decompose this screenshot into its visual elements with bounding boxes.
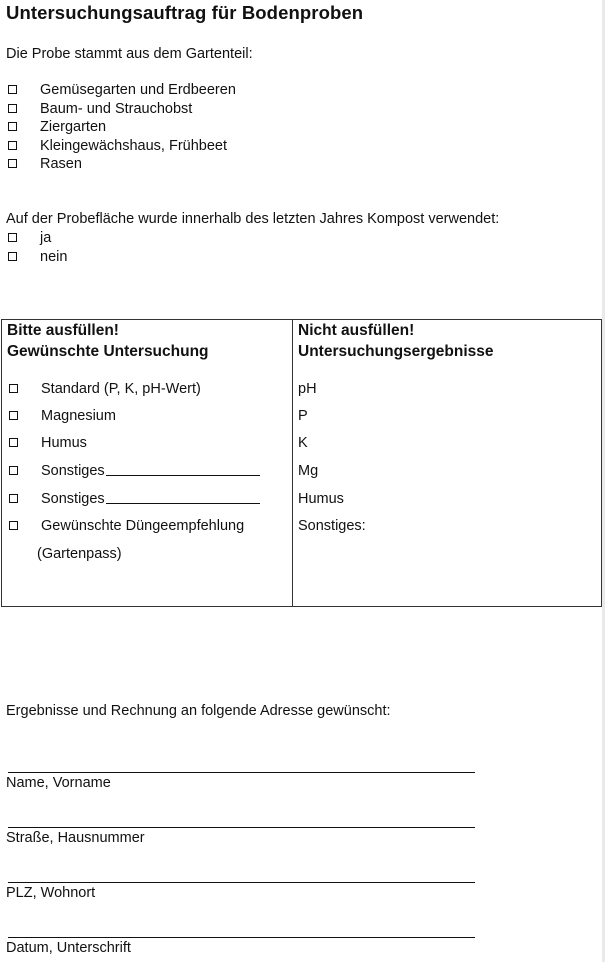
fill-in-line[interactable] [106, 474, 260, 476]
garden-question: Die Probe stammt aus dem Gartenteil: [6, 46, 253, 62]
fill-in-line[interactable] [106, 502, 260, 504]
compost-option-label: nein [40, 248, 68, 265]
garden-option-label: Baum- und Strauchobst [40, 100, 193, 117]
result-label: K [298, 435, 308, 451]
city-signature-line[interactable] [8, 882, 475, 883]
checkbox-icon[interactable] [8, 141, 17, 150]
document-title: Untersuchungsauftrag für Bodenproben [6, 2, 364, 23]
checkbox-icon[interactable] [8, 104, 17, 113]
analysis-option-label: Sonstiges [41, 491, 105, 507]
result-label: Mg [298, 463, 319, 479]
address-intro: Ergebnisse und Rechnung an folgende Adresse gewünscht: [6, 703, 391, 719]
checkbox-icon[interactable] [8, 252, 17, 261]
garden-option-label: Ziergarten [40, 119, 107, 135]
street-signature-line[interactable] [8, 827, 475, 828]
checkbox-icon[interactable] [8, 85, 17, 94]
right-header-1: Nicht ausfüllen! [298, 322, 415, 339]
checkbox-icon[interactable] [9, 466, 18, 475]
name-signature-line[interactable] [8, 772, 475, 773]
checkbox-icon[interactable] [9, 384, 18, 393]
result-label: Humus [298, 491, 344, 507]
garden-option-label: Rasen [40, 156, 82, 172]
analysis-option-label: Magnesium [41, 408, 116, 424]
result-label: Sonstiges: [298, 518, 366, 534]
name-field-label: Name, Vorname [6, 775, 111, 791]
left-header-1: Bitte ausfüllen! [7, 322, 119, 339]
table-divider [292, 320, 293, 606]
analysis-option-label: Sonstiges [41, 463, 105, 479]
analysis-option-label: Humus [41, 435, 87, 451]
analysis-option-label: Gewünschte Düngeempfehlung [41, 518, 245, 534]
right-header-2: Untersuchungsergebnisse [298, 343, 494, 360]
analysis-option-label-wrap [41, 490, 260, 508]
checkbox-icon[interactable] [8, 233, 17, 242]
garden-option-label: Kleingewächshaus, Frühbeet [40, 137, 228, 154]
checkbox-icon[interactable] [9, 411, 18, 420]
city-field-label: PLZ, Wohnort [6, 885, 96, 901]
date-signature-line[interactable] [8, 937, 475, 938]
result-label: P [298, 408, 308, 424]
result-label: pH [298, 381, 317, 397]
compost-question: Auf der Probefläche wurde innerhalb des letzten Jahres Kompost verwendet: [6, 211, 500, 227]
date-field-label: Datum, Unterschrift [6, 940, 131, 956]
checkbox-icon[interactable] [9, 494, 18, 503]
analysis-option-continuation: (Gartenpass) [37, 546, 122, 562]
checkbox-icon[interactable] [8, 122, 17, 131]
compost-option-label: ja [40, 230, 52, 246]
analysis-table [1, 319, 602, 607]
checkbox-icon[interactable] [8, 159, 17, 168]
analysis-option-label: Standard (P, K, pH-Wert) [41, 381, 201, 397]
left-header-2: Gewünschte Untersuchung [7, 343, 209, 360]
garden-option-label: Gemüsegarten und Erdbeeren [40, 82, 236, 98]
checkbox-icon[interactable] [9, 521, 18, 530]
street-field-label: Straße, Hausnummer [6, 830, 145, 846]
checkbox-icon[interactable] [9, 438, 18, 447]
analysis-option-label-wrap [41, 462, 260, 480]
